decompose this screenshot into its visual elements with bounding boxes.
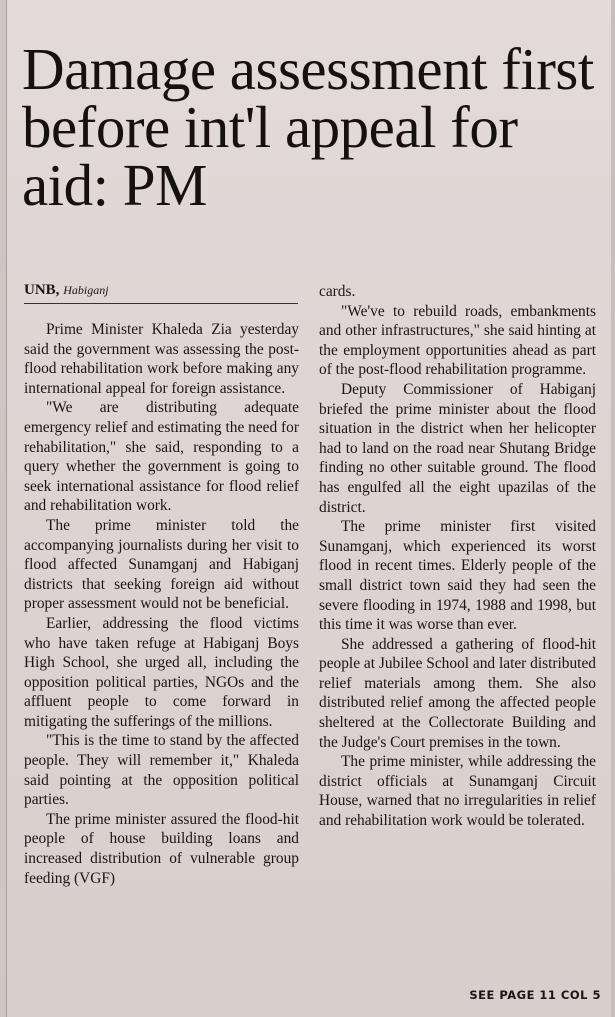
paragraph: "We are distributing adequate emergency relief and estimating the need for rehabilitation," she said, responding to a query whether the government is going to seek international assistance for flood relief and rehabilitation work.	[24, 399, 299, 515]
continuation-jump-line: SEE PAGE 11 COL 5	[469, 988, 601, 1002]
paragraph: The prime minister first visited Sunamganj, which experienced its worst flood in recent times. Elderly people of the small district town said they had seen the severe flooding in 1974, 1988 and 1998, but this time it was worse than ever.	[319, 518, 596, 634]
paragraph: She addressed a gathering of flood-hit people at Jubilee School and later distributed relief materials among them. She also distributed relief among the affected people sheltered at the Collectorate Building and the Judge's Court premises in the town.	[319, 635, 596, 751]
clipping-right-edge	[611, 0, 615, 1017]
paragraph: Earlier, addressing the flood victims who have taken refuge at Habiganj Boys High School, she urged all, including the opposition political parties, NGOs and the affluent people to come forward in mitigating the sufferings of the millions.	[24, 614, 299, 730]
article-column-right	[319, 282, 596, 831]
paragraph: The prime minister told the accompanying journalists during her visit to flood affected Sunamganj and Habiganj districts that seeking foreign aid without proper assessment would not be beneficial.	[24, 516, 299, 613]
article-column-left	[24, 320, 299, 888]
paragraph: "This is the time to stand by the affected people. They will remember it," Khaleda said pointing at the opposition political parties.	[24, 732, 299, 809]
paragraph: The prime minister assured the flood-hit people of house building loans and increased distribution of vulnerable group feeding (VGF)	[24, 810, 299, 887]
paragraph: cards.	[319, 283, 356, 300]
byline-place: Habiganj	[63, 283, 109, 297]
byline	[24, 283, 298, 304]
byline-agency: UNB,	[24, 282, 60, 298]
headline: Damage assessment first before int'l appeal for aid: PM	[22, 36, 594, 218]
paragraph: "We've to rebuild roads, embankments and other infrastructures," she said hinting at the employment opportunities ahead as part of the post-flood rehabilitation programme.	[319, 302, 596, 379]
paragraph: Deputy Commissioner of Habiganj briefed the prime minister about the flood situation in the district when her helicopter had to land on the road near Shutang Bridge finding no other suitable ground. The flood has engulfed all the eight upazilas of the district.	[319, 380, 596, 516]
clipping-left-edge	[0, 0, 7, 1017]
paragraph: Prime Minister Khaleda Zia yesterday said the government was assessing the post-flood rehabilitation work before making any international appeal for foreign assistance.	[24, 321, 299, 397]
paragraph: The prime minister, while addressing the district officials at Sunamganj Circuit House, warned that no irregularities in relief and rehabilitation work would be tolerated.	[319, 753, 596, 830]
